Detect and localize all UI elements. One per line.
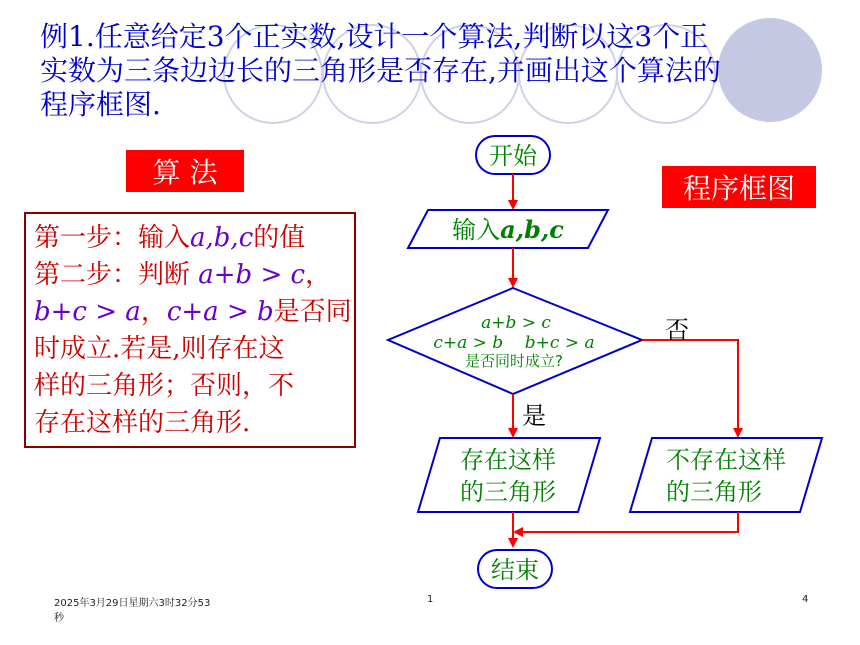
step3-suffix: 是否同 xyxy=(273,297,352,327)
flowchart-label: 程序框图 xyxy=(662,166,816,208)
step3-sep: ， xyxy=(140,297,167,327)
step2-suffix: ， xyxy=(305,260,332,290)
step-line-5: 样的三角形；否则，不 xyxy=(34,371,295,401)
decision-cond1: a+b > c xyxy=(481,313,551,333)
footer-date-line-1: 2025年3月29日星期六3时32分53 xyxy=(54,598,211,609)
footer-number: 1 xyxy=(427,594,434,605)
page-number: 4 xyxy=(802,594,809,605)
exist-line-2: 的三角形 xyxy=(460,478,556,506)
step-line-6: 存在这样的三角形. xyxy=(34,408,251,438)
step2-cond: a+b > c xyxy=(198,260,306,290)
title-line-2: 实数为三条边边长的三角形是否存在,并画出这个算法的 xyxy=(40,54,721,87)
connector-not-exist-merge xyxy=(515,512,738,532)
title-line-1: 例1.任意给定3个正实数,设计一个算法,判断以这3个正 xyxy=(40,20,709,53)
step-line-4: 时成立.若是,则存在这 xyxy=(34,334,285,364)
footer-date xyxy=(54,594,210,624)
start-label: 开始 xyxy=(489,142,537,170)
step3-cond2: c+a > b xyxy=(166,297,274,327)
algorithm-label: 算 法 xyxy=(126,150,244,192)
input-label: 输入 xyxy=(452,216,501,244)
step2-text: 第二步：判断 xyxy=(34,260,199,290)
exist-line-1: 存在这样 xyxy=(460,446,556,474)
decision-cond3: 是否同时成立? xyxy=(465,352,563,370)
footer-date-line-2: 秒 xyxy=(54,613,64,624)
step1-text: 第一步：输入 xyxy=(34,223,191,253)
not-exist-line-1: 不存在这样 xyxy=(666,446,786,474)
step3-cond1: b+c > a xyxy=(34,297,141,327)
input-text xyxy=(452,215,564,244)
step1-suffix: 的值 xyxy=(253,223,306,253)
decision-cond2: c+a > b b+c > a xyxy=(433,333,595,353)
arrow-no-branch xyxy=(642,340,738,436)
input-vars: a,b,c xyxy=(500,215,564,244)
yes-label: 是 xyxy=(522,402,546,430)
not-exist-line-2: 的三角形 xyxy=(666,478,762,506)
step1-vars: a,b,c xyxy=(190,223,254,253)
end-label: 结束 xyxy=(491,556,539,584)
title-line-3: 程序框图. xyxy=(40,88,161,121)
no-label: 否 xyxy=(665,316,689,344)
